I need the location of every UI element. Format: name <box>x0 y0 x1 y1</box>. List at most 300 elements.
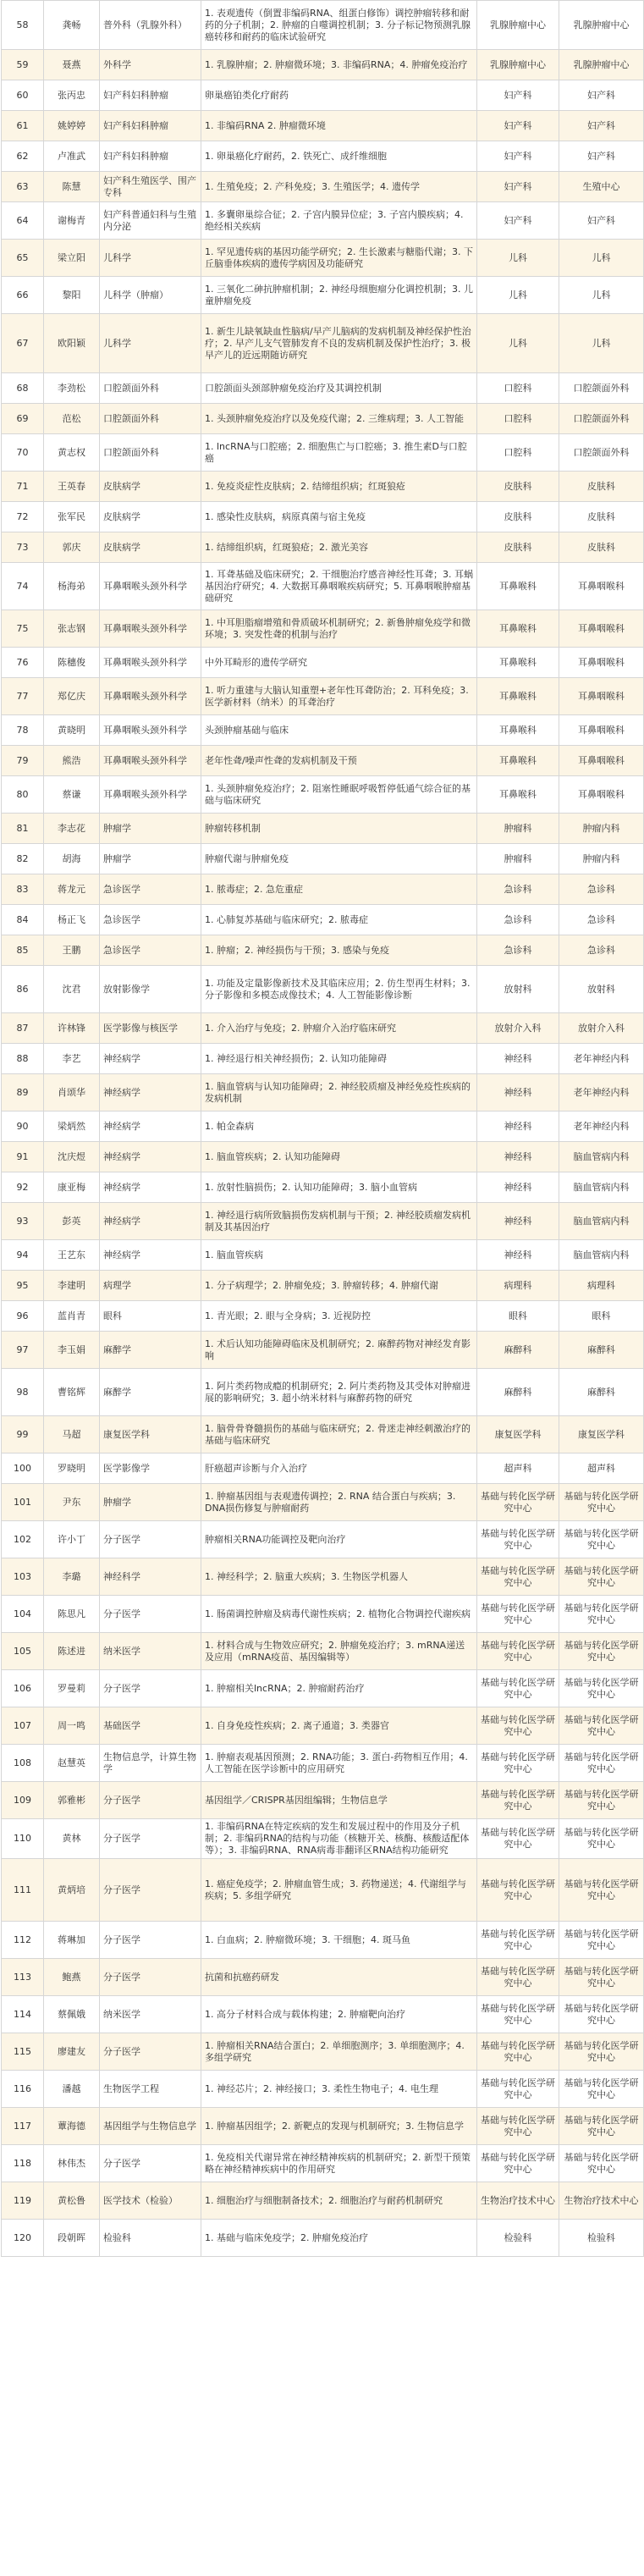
person-name: 谢梅青 <box>44 202 100 240</box>
department: 基础与转化医学研究中心 <box>477 1707 559 1745</box>
research-direction: 口腔颌面头颈部肿瘤免疫治疗及其调控机制 <box>201 373 477 404</box>
research-direction: 1. 乳腺肿瘤；2. 肿瘤微环境；3. 非编码RNA；4. 肿瘤免疫治疗 <box>201 50 477 80</box>
row-number: 93 <box>2 1203 44 1240</box>
research-direction: 1. 脑血管病与认知功能障碍；2. 神经胶质瘤及神经免疫性疾病的发病机制 <box>201 1074 477 1111</box>
specialty-field: 神经病学 <box>100 1111 201 1142</box>
research-team: 基础与转化医学研究中心 <box>559 1707 644 1745</box>
department: 肿瘤科 <box>477 844 559 874</box>
department: 神经科 <box>477 1074 559 1111</box>
row-number: 92 <box>2 1172 44 1203</box>
research-team: 基础与转化医学研究中心 <box>559 1521 644 1558</box>
department: 基础与转化医学研究中心 <box>477 1922 559 1959</box>
row-number: 65 <box>2 240 44 277</box>
department: 基础与转化医学研究中心 <box>477 2145 559 2182</box>
specialty-field: 康复医学科 <box>100 1416 201 1453</box>
table-row <box>2 2182 644 2220</box>
department: 妇产科 <box>477 202 559 240</box>
department: 急诊科 <box>477 905 559 935</box>
person-name: 尹东 <box>44 1484 100 1521</box>
research-team: 妇产科 <box>559 141 644 172</box>
specialty-field: 耳鼻咽喉头颈外科学 <box>100 648 201 678</box>
research-team: 眼科 <box>559 1301 644 1332</box>
specialty-field: 神经科学 <box>100 1558 201 1596</box>
department: 耳鼻喉科 <box>477 648 559 678</box>
department: 肿瘤科 <box>477 814 559 844</box>
table-row <box>2 678 644 715</box>
table-row <box>2 648 644 678</box>
specialty-field: 普外科（乳腺外科） <box>100 1 201 50</box>
row-number: 91 <box>2 1142 44 1172</box>
row-number: 117 <box>2 2108 44 2145</box>
specialty-field: 口腔颌面外科 <box>100 373 201 404</box>
person-name: 陈穗俊 <box>44 648 100 678</box>
research-team: 乳腺肿瘤中心 <box>559 50 644 80</box>
research-team: 基础与转化医学研究中心 <box>559 2033 644 2071</box>
specialty-field: 医学影像与核医学 <box>100 1013 201 1044</box>
research-direction: 肿瘤相关RNA功能调控及靶向治疗 <box>201 1521 477 1558</box>
person-name: 范松 <box>44 404 100 434</box>
person-name: 龚畅 <box>44 1 100 50</box>
department: 耳鼻喉科 <box>477 678 559 715</box>
specialty-field: 分子医学 <box>100 1959 201 1996</box>
specialty-field: 妇产科妇科肿瘤 <box>100 141 201 172</box>
row-number: 85 <box>2 935 44 966</box>
department: 基础与转化医学研究中心 <box>477 1745 559 1782</box>
research-direction: 1. 脓毒症；2. 急危重症 <box>201 874 477 905</box>
row-number: 116 <box>2 2071 44 2108</box>
person-name: 赵慧英 <box>44 1745 100 1782</box>
person-name: 李志花 <box>44 814 100 844</box>
department: 基础与转化医学研究中心 <box>477 1996 559 2033</box>
table-row <box>2 905 644 935</box>
department: 基础与转化医学研究中心 <box>477 1959 559 1996</box>
row-number: 97 <box>2 1332 44 1369</box>
research-direction: 1. 肿瘤表观基因预测；2. RNA功能；3. 蛋白-药物相互作用；4. 人工智能在医学诊断中的应用研究 <box>201 1745 477 1782</box>
department: 麻醉科 <box>477 1369 559 1416</box>
department: 妇产科 <box>477 111 559 141</box>
person-name: 马超 <box>44 1416 100 1453</box>
person-name: 王艺东 <box>44 1240 100 1271</box>
department: 放射介入科 <box>477 1013 559 1044</box>
row-number: 103 <box>2 1558 44 1596</box>
research-team: 基础与转化医学研究中心 <box>559 1996 644 2033</box>
table-row <box>2 1670 644 1707</box>
research-team: 口腔颌面外科 <box>559 404 644 434</box>
row-number: 62 <box>2 141 44 172</box>
specialty-field: 神经病学 <box>100 1044 201 1074</box>
department: 耳鼻喉科 <box>477 746 559 776</box>
specialty-field: 口腔颌面外科 <box>100 404 201 434</box>
research-team: 急诊科 <box>559 935 644 966</box>
person-name: 潘越 <box>44 2071 100 2108</box>
table-row <box>2 80 644 111</box>
research-team: 妇产科 <box>559 202 644 240</box>
person-name: 廖建友 <box>44 2033 100 2071</box>
row-number: 100 <box>2 1453 44 1484</box>
table-row <box>2 202 644 240</box>
row-number: 74 <box>2 563 44 610</box>
row-number: 81 <box>2 814 44 844</box>
table-row <box>2 1369 644 1416</box>
table-row <box>2 1240 644 1271</box>
research-team: 急诊科 <box>559 905 644 935</box>
research-team: 乳腺肿瘤中心 <box>559 1 644 50</box>
research-direction: 1. 基础与临床免疫学；2. 肿瘤免疫治疗 <box>201 2220 477 2257</box>
research-direction: 1. 非编码RNA在特定疾病的发生和发展过程中的作用及分子机制；2. 非编码RNA的结构与功能（核糖开关、核酶、核酸适配体等）；3. 非编码RNA、RNA病毒非翻译区RNA结构功能研究 <box>201 1819 477 1859</box>
specialty-field: 急诊医学 <box>100 905 201 935</box>
person-name: 黄松鲁 <box>44 2182 100 2220</box>
research-team: 老年神经内科 <box>559 1111 644 1142</box>
row-number: 76 <box>2 648 44 678</box>
row-number: 108 <box>2 1745 44 1782</box>
research-team: 妇产科 <box>559 111 644 141</box>
department: 基础与转化医学研究中心 <box>477 2033 559 2071</box>
research-team: 儿科 <box>559 277 644 314</box>
row-number: 69 <box>2 404 44 434</box>
table-row <box>2 434 644 472</box>
research-team: 耳鼻咽喉科 <box>559 776 644 814</box>
department: 神经科 <box>477 1240 559 1271</box>
table-row <box>2 172 644 202</box>
research-direction: 1. 神经芯片；2. 神经接口；3. 柔性生物电子；4. 电生理 <box>201 2071 477 2108</box>
department: 口腔科 <box>477 404 559 434</box>
person-name: 段朝晖 <box>44 2220 100 2257</box>
table-row <box>2 472 644 502</box>
research-direction: 1. 脑骨骨脊髓损伤的基础与临床研究；2. 骨迷走神经刺激治疗的基础与临床研究 <box>201 1416 477 1453</box>
research-team: 肿瘤内科 <box>559 814 644 844</box>
row-number: 80 <box>2 776 44 814</box>
row-number: 102 <box>2 1521 44 1558</box>
department: 妇产科 <box>477 141 559 172</box>
research-direction: 1. 罕见遗传病的基因功能学研究；2. 生长激素与糖脂代谢；3. 下丘脑垂体疾病的遗传学病因及功能研究 <box>201 240 477 277</box>
table-row <box>2 2071 644 2108</box>
research-direction: 1. 听力重建与大脑认知重塑+老年性耳聋防治；2. 耳科免疫；3. 医学新材料（纳米）的耳聋治疗 <box>201 678 477 715</box>
department: 急诊科 <box>477 874 559 905</box>
department: 耳鼻喉科 <box>477 563 559 610</box>
table-row <box>2 1782 644 1819</box>
person-name: 蕈海德 <box>44 2108 100 2145</box>
table-row <box>2 1172 644 1203</box>
table-row <box>2 111 644 141</box>
specialty-field: 分子医学 <box>100 1922 201 1959</box>
table-row <box>2 1484 644 1521</box>
row-number: 95 <box>2 1271 44 1301</box>
table-row <box>2 966 644 1013</box>
specialty-field: 耳鼻咽喉头颈外科学 <box>100 746 201 776</box>
research-direction: 1. 癌症免疫学；2. 肿瘤血管生成；3. 药物递送；4. 代谢组学与疾病；5. 多组学研究 <box>201 1859 477 1922</box>
research-team: 妇产科 <box>559 80 644 111</box>
research-direction: 1. 肿瘤基因组与表观遗传调控；2. RNA 结合蛋白与疾病；3. DNA损伤修复与肿瘤耐药 <box>201 1484 477 1521</box>
research-team: 肿瘤内科 <box>559 844 644 874</box>
department: 皮肤科 <box>477 532 559 563</box>
person-name: 姚婷婷 <box>44 111 100 141</box>
person-name: 杨正飞 <box>44 905 100 935</box>
research-team: 耳鼻咽喉科 <box>559 715 644 746</box>
person-name: 蒋琳加 <box>44 1922 100 1959</box>
department: 妇产科 <box>477 80 559 111</box>
research-direction: 1. 三氧化二砷抗肿瘤机制；2. 神经母细胞瘤分化调控机制；3. 儿童肿瘤免疫 <box>201 277 477 314</box>
row-number: 119 <box>2 2182 44 2220</box>
row-number: 88 <box>2 1044 44 1074</box>
table-row <box>2 1271 644 1301</box>
research-direction: 1. 白血病；2. 肿瘤微环境；3. 干细胞；4. 斑马鱼 <box>201 1922 477 1959</box>
person-name: 罗晓明 <box>44 1453 100 1484</box>
department: 麻醉科 <box>477 1332 559 1369</box>
row-number: 118 <box>2 2145 44 2182</box>
research-direction: 基因组学／CRISPR基因组编辑；生物信息学 <box>201 1782 477 1819</box>
person-name: 林伟杰 <box>44 2145 100 2182</box>
table-row <box>2 563 644 610</box>
department: 急诊科 <box>477 935 559 966</box>
row-number: 83 <box>2 874 44 905</box>
person-name: 郭庆 <box>44 532 100 563</box>
table-row <box>2 814 644 844</box>
research-direction: 卵巢癌铂类化疗耐药 <box>201 80 477 111</box>
table-row <box>2 314 644 373</box>
person-name: 李劲松 <box>44 373 100 404</box>
table-row <box>2 1203 644 1240</box>
research-team: 生殖中心 <box>559 172 644 202</box>
specialty-field: 基因组学与生物信息学 <box>100 2108 201 2145</box>
specialty-field: 放射影像学 <box>100 966 201 1013</box>
row-number: 98 <box>2 1369 44 1416</box>
research-direction: 1. 高分子材料合成与载体构建；2. 肿瘤靶向治疗 <box>201 1996 477 2033</box>
research-direction: 1. 分子病理学；2. 肿瘤免疫；3. 肿瘤转移；4. 肿瘤代谢 <box>201 1271 477 1301</box>
research-team: 基础与转化医学研究中心 <box>559 1782 644 1819</box>
specialty-field: 基础医学 <box>100 1707 201 1745</box>
row-number: 111 <box>2 1859 44 1922</box>
specialty-field: 耳鼻咽喉头颈外科学 <box>100 610 201 648</box>
specialty-field: 生物信息学，计算生物学 <box>100 1745 201 1782</box>
department: 皮肤科 <box>477 502 559 532</box>
specialty-field: 皮肤病学 <box>100 532 201 563</box>
research-team: 脑血管病内科 <box>559 1142 644 1172</box>
person-name: 卢准武 <box>44 141 100 172</box>
research-team: 急诊科 <box>559 874 644 905</box>
research-team: 耳鼻咽喉科 <box>559 746 644 776</box>
person-name: 沈君 <box>44 966 100 1013</box>
research-direction: 肿瘤代谢与肿瘤免疫 <box>201 844 477 874</box>
research-team: 生物治疗技术中心 <box>559 2182 644 2220</box>
research-direction: 1. 免疫炎症性皮肤病；2. 结缔组织病；红斑狼疮 <box>201 472 477 502</box>
row-number: 73 <box>2 532 44 563</box>
table-row <box>2 1996 644 2033</box>
department: 儿科 <box>477 314 559 373</box>
table-row <box>2 1922 644 1959</box>
specialty-field: 纳米医学 <box>100 1633 201 1670</box>
person-name: 李玉娟 <box>44 1332 100 1369</box>
department: 基础与转化医学研究中心 <box>477 1484 559 1521</box>
table-row <box>2 1111 644 1142</box>
person-name: 陈慧 <box>44 172 100 202</box>
person-name: 蔡佩娥 <box>44 1996 100 2033</box>
research-direction: 1. 心肺复苏基础与临床研究；2. 脓毒症 <box>201 905 477 935</box>
specialty-field: 神经病学 <box>100 1142 201 1172</box>
person-name: 李璐 <box>44 1558 100 1596</box>
row-number: 106 <box>2 1670 44 1707</box>
row-number: 109 <box>2 1782 44 1819</box>
table-row <box>2 715 644 746</box>
person-name: 张志钢 <box>44 610 100 648</box>
specialty-field: 医学影像学 <box>100 1453 201 1484</box>
person-name: 沈庆煜 <box>44 1142 100 1172</box>
specialty-field: 眼科 <box>100 1301 201 1332</box>
specialty-field: 神经病学 <box>100 1203 201 1240</box>
research-direction: 1. 神经退行相关神经损伤；2. 认知功能障碍 <box>201 1044 477 1074</box>
department: 妇产科 <box>477 172 559 202</box>
specialty-field: 妇产科普通妇科与生殖内分泌 <box>100 202 201 240</box>
table-row <box>2 2145 644 2182</box>
table-row <box>2 874 644 905</box>
research-team: 耳鼻咽喉科 <box>559 610 644 648</box>
department: 生物治疗技术中心 <box>477 2182 559 2220</box>
research-team: 放射介入科 <box>559 1013 644 1044</box>
research-direction: 1. 放射性脑损伤；2. 认知功能障碍；3. 脑小血管病 <box>201 1172 477 1203</box>
specialty-field: 分子医学 <box>100 1670 201 1707</box>
row-number: 120 <box>2 2220 44 2257</box>
department: 基础与转化医学研究中心 <box>477 2108 559 2145</box>
research-direction: 1. 中耳胆脂瘤增殖和骨质破坏机制研究；2. 新鲁肿瘤免疫学和微环境；3. 突发性聋的机制与治疗 <box>201 610 477 648</box>
specialty-field: 耳鼻咽喉头颈外科学 <box>100 776 201 814</box>
table-row <box>2 746 644 776</box>
row-number: 94 <box>2 1240 44 1271</box>
research-team: 基础与转化医学研究中心 <box>559 1558 644 1596</box>
person-name: 李建明 <box>44 1271 100 1301</box>
person-name: 罗曼莉 <box>44 1670 100 1707</box>
research-direction: 中外耳畸形的遗传学研究 <box>201 648 477 678</box>
research-team: 麻醉科 <box>559 1369 644 1416</box>
row-number: 67 <box>2 314 44 373</box>
research-direction: 老年性聋/噪声性聋的发病机制及干预 <box>201 746 477 776</box>
research-team: 脑血管病内科 <box>559 1172 644 1203</box>
person-name: 黎阳 <box>44 277 100 314</box>
person-name: 郑亿庆 <box>44 678 100 715</box>
table-row <box>2 502 644 532</box>
row-number: 115 <box>2 2033 44 2071</box>
person-name: 许林锋 <box>44 1013 100 1044</box>
table-row <box>2 2220 644 2257</box>
research-team: 皮肤科 <box>559 532 644 563</box>
department: 基础与转化医学研究中心 <box>477 1782 559 1819</box>
row-number: 112 <box>2 1922 44 1959</box>
row-number: 110 <box>2 1819 44 1859</box>
specialty-field: 口腔颌面外科 <box>100 434 201 472</box>
table-row <box>2 610 644 648</box>
table-row <box>2 1332 644 1369</box>
row-number: 105 <box>2 1633 44 1670</box>
person-name: 欧阳颖 <box>44 314 100 373</box>
table-row <box>2 532 644 563</box>
department: 放射科 <box>477 966 559 1013</box>
research-team: 口腔颌面外科 <box>559 373 644 404</box>
department: 儿科 <box>477 277 559 314</box>
department: 超声科 <box>477 1453 559 1484</box>
specialty-field: 耳鼻咽喉头颈外科学 <box>100 678 201 715</box>
table-row <box>2 277 644 314</box>
department: 乳腺肿瘤中心 <box>477 1 559 50</box>
row-number: 86 <box>2 966 44 1013</box>
table-row <box>2 1301 644 1332</box>
research-team: 儿科 <box>559 240 644 277</box>
row-number: 104 <box>2 1596 44 1633</box>
research-direction: 1. 感染性皮肤病，病原真菌与宿主免疫 <box>201 502 477 532</box>
person-name: 许小丁 <box>44 1521 100 1558</box>
department: 神经科 <box>477 1044 559 1074</box>
specialty-field: 神经病学 <box>100 1240 201 1271</box>
row-number: 72 <box>2 502 44 532</box>
person-name: 黄炳培 <box>44 1859 100 1922</box>
person-name: 李艺 <box>44 1044 100 1074</box>
research-direction: 头颈肿瘤基础与临床 <box>201 715 477 746</box>
person-name: 聂燕 <box>44 50 100 80</box>
specialty-field: 皮肤病学 <box>100 472 201 502</box>
person-name: 黄志权 <box>44 434 100 472</box>
row-number: 71 <box>2 472 44 502</box>
table-row <box>2 2108 644 2145</box>
department: 神经科 <box>477 1111 559 1142</box>
person-name: 陈思凡 <box>44 1596 100 1633</box>
table-row <box>2 141 644 172</box>
person-name: 杨海弟 <box>44 563 100 610</box>
table-row <box>2 1596 644 1633</box>
research-direction: 1. 脑血管疾病；2. 认知功能障碍 <box>201 1142 477 1172</box>
research-direction: 1. 脑血管疾病 <box>201 1240 477 1271</box>
table-row <box>2 844 644 874</box>
department: 基础与转化医学研究中心 <box>477 1596 559 1633</box>
person-name: 康亚梅 <box>44 1172 100 1203</box>
research-team: 超声科 <box>559 1453 644 1484</box>
person-name: 陈述进 <box>44 1633 100 1670</box>
research-direction: 1. 青光眼；2. 眼与全身病；3. 近视防控 <box>201 1301 477 1332</box>
row-number: 63 <box>2 172 44 202</box>
research-team: 基础与转化医学研究中心 <box>559 2108 644 2145</box>
row-number: 82 <box>2 844 44 874</box>
row-number: 90 <box>2 1111 44 1142</box>
table-row <box>2 1558 644 1596</box>
row-number: 58 <box>2 1 44 50</box>
table-row <box>2 1959 644 1996</box>
specialty-field: 急诊医学 <box>100 935 201 966</box>
research-direction: 1. 神经科学；2. 脑重大疾病；3. 生物医学机器人 <box>201 1558 477 1596</box>
research-team: 基础与转化医学研究中心 <box>559 1633 644 1670</box>
research-direction: 1. 头颈肿瘤免疫治疗；2. 阻塞性睡眠呼吸暂停低通气综合征的基础与临床研究 <box>201 776 477 814</box>
specialty-field: 生物医学工程 <box>100 2071 201 2108</box>
table-row <box>2 1707 644 1745</box>
department: 康复医学科 <box>477 1416 559 1453</box>
department: 神经科 <box>477 1142 559 1172</box>
specialty-field: 分子医学 <box>100 1859 201 1922</box>
research-direction: 1. 卵巢癌化疗耐药，2. 铁死亡、成纤维细胞 <box>201 141 477 172</box>
table-row <box>2 240 644 277</box>
person-name: 黄林 <box>44 1819 100 1859</box>
research-direction: 1. 自身免疫性疾病；2. 离子通道；3. 类器官 <box>201 1707 477 1745</box>
row-number: 99 <box>2 1416 44 1453</box>
research-team: 脑血管病内科 <box>559 1203 644 1240</box>
research-direction: 1. 肿瘤相关lncRNA；2. 肿瘤耐药治疗 <box>201 1670 477 1707</box>
specialty-field: 检验科 <box>100 2220 201 2257</box>
research-team: 耳鼻咽喉科 <box>559 648 644 678</box>
row-number: 78 <box>2 715 44 746</box>
table-row <box>2 1633 644 1670</box>
person-name: 肖颂华 <box>44 1074 100 1111</box>
department: 基础与转化医学研究中心 <box>477 1558 559 1596</box>
specialty-field: 分子医学 <box>100 1782 201 1819</box>
research-direction: 1. 生殖免疫；2. 产科免疫；3. 生殖医学；4. 遗传学 <box>201 172 477 202</box>
specialty-field: 急诊医学 <box>100 874 201 905</box>
row-number: 77 <box>2 678 44 715</box>
row-number: 60 <box>2 80 44 111</box>
row-number: 64 <box>2 202 44 240</box>
